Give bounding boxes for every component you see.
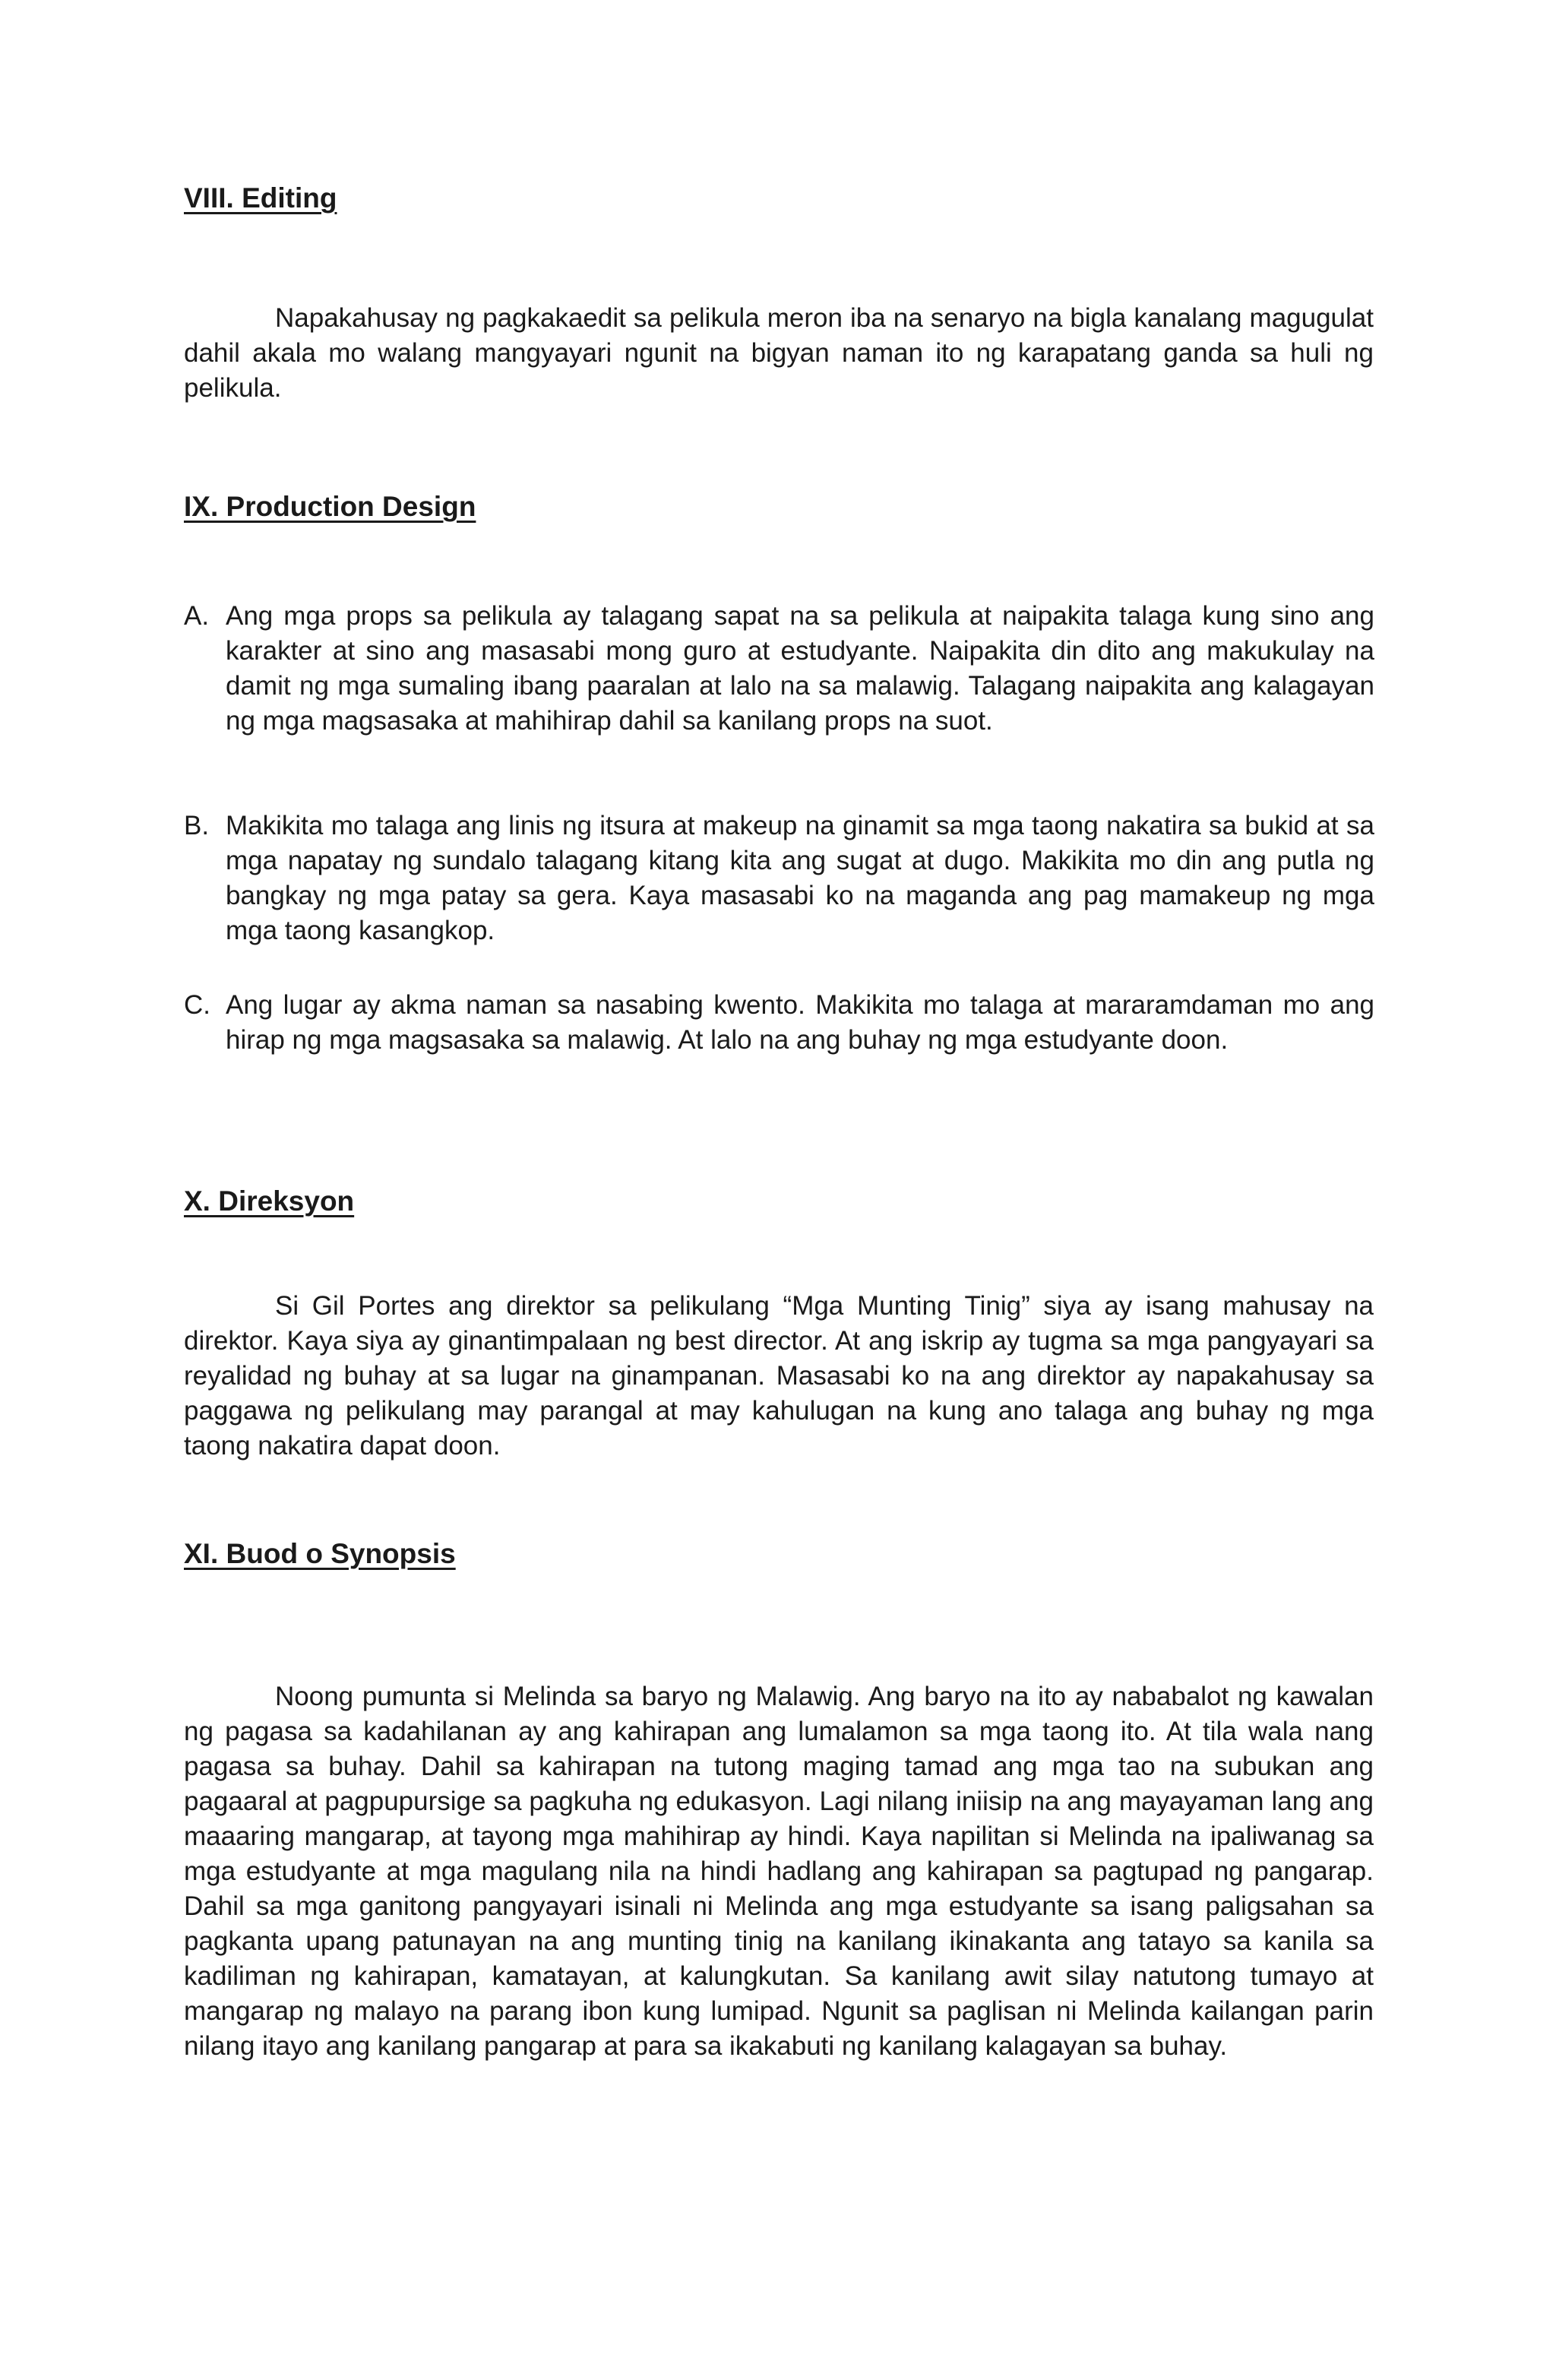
list-item-text: Ang lugar ay akma naman sa nasabing kwento. Makikita mo talaga at mararamdaman mo ang hirap ng mga magsasaka sa malawig. At lalo na ang buhay ng mga estudyante doon. (226, 990, 1374, 1055)
list-marker: A. (184, 601, 210, 631)
section-heading-direksyon: X. Direksyon (184, 1185, 355, 1217)
list-item-b (184, 809, 1374, 948)
list-item-text: Makikita mo talaga ang linis ng itsura at makeup na ginamit sa mga taong nakatira sa bukid at sa mga napatay ng sundalo talagang kitang kita ang sugat at dugo. Makikita mo din ang putla ng bangkay ng mga patay sa gera. Kaya masasabi ko na maganda ang pag mamakeup ng mga mga taong kasangkop. (226, 811, 1374, 945)
direksyon-paragraph: Si Gil Portes ang direktor sa pelikulang “Mga Munting Tinig” siya ay isang mahusay na direktor. Kaya siya ay ginantimpalaan ng best director. At ang iskrip ay tugma sa mga pangyayari sa reyalidad ng buhay at sa lugar na ginampanan. Masasabi ko na ang direktor ay napakahusay sa paggawa ng pelikulang may parangal at may kahulugan na kung ano talaga ang buhay ng mga taong nakatira dapat doon. (184, 1291, 1374, 1461)
list-marker: B. (184, 811, 210, 840)
editing-paragraph: Napakahusay ng pagkakaedit sa pelikula meron iba na senaryo na bigla kanalang magugulat dahil akala mo walang mangyayari ngunit na bigyan naman ito ng karapatang ganda sa huli ng pelikula. (184, 303, 1374, 403)
section-heading-production-design: IX. Production Design (184, 491, 476, 522)
synopsis-paragraph: Noong pumunta si Melinda sa baryo ng Malawig. Ang baryo na ito ay nababalot ng kawalan ng pagasa sa kadahilanan ay ang kahirapan ang lumalamon sa mga taong ito. At tila wala nang pagasa sa buhay. Dahil sa kahirapan na tutong maging tamad ang mga tao na subukan ang pagaaral at pagpupursige sa pagkuha ng edukasyon. Lagi nilang iniisip na ang mayayaman lang ang maaaring mangarap, at tayong mga mahihirap ay hindi. Kaya napilitan si Melinda na ipaliwanag sa mga estudyante at mga magulang nila na hindi hadlang ang kahirapan sa pagtupad ng pangarap. Dahil sa mga ganitong pangyayari isinali ni Melinda ang mga estudyante sa isang paligsahan sa pagkanta upang patunayan na ang munting tinig na kanilang ikinakanta ang tatayo sa kanila sa kadiliman ng kahirapan, kamatayan, at kalungkutan. Sa kanilang awit silay natutong tumayo at mangarap ng malayo na parang ibon kung lumipad. Ngunit sa paglisan ni Melinda kailangan parin nilang itayo ang kanilang pangarap at para sa ikakabuti ng kanilang kalagayan sa buhay. (184, 1682, 1374, 2061)
section-heading-synopsis: XI. Buod o Synopsis (184, 1538, 456, 1569)
list-item-a (184, 599, 1374, 739)
list-marker: C. (184, 990, 210, 1020)
list-item-c (184, 988, 1374, 1058)
section-heading-editing: VIII. Editing (184, 182, 337, 214)
list-item-text: Ang mga props sa pelikula ay talagang sapat na sa pelikula at naipakita talaga kung sino ang karakter at sino ang masasabi mong guro at estudyante. Naipakita din dito ang makukulay na damit ng mga sumaling ibang paaralan at lalo na sa malawig. Talagang naipakita ang kalagayan ng mga magsasaka at mahihirap dahil sa kanilang props na suot. (226, 601, 1374, 736)
